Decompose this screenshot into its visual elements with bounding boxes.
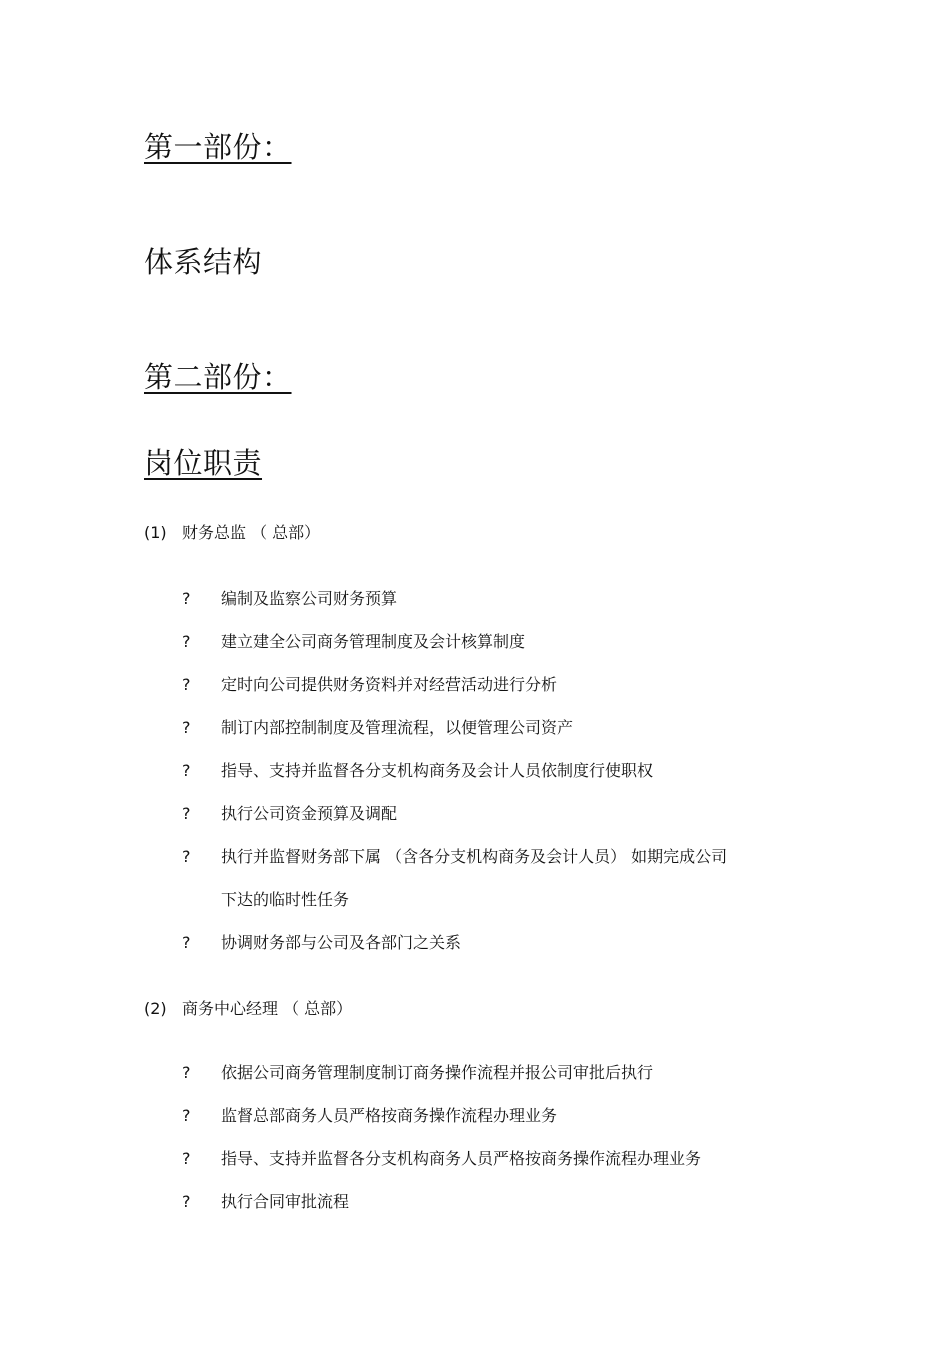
bullet-mark: ? xyxy=(182,1106,191,1125)
list-item-text: 定时向公司提供财务资料并对经营活动进行分析 xyxy=(221,675,558,694)
list-item-text: 编制及监察公司财务预算 xyxy=(221,589,398,608)
bullet-mark: ? xyxy=(182,675,191,694)
bullet-mark: ? xyxy=(182,804,191,823)
bullet-mark: ? xyxy=(182,589,191,608)
bullet-mark: ? xyxy=(182,933,191,952)
section-2-heading xyxy=(144,1001,352,1017)
bullet-mark: ? xyxy=(182,1149,191,1168)
list-item-text: 执行并监督财务部下属 （含各分支机构商务及会计人员） 如期完成公司 xyxy=(221,847,728,866)
list-item-text: 指导、支持并监督各分支机构商务及会计人员依制度行使职权 xyxy=(221,761,654,780)
list-item-continuation: 下达的临时性任务 xyxy=(221,890,350,909)
list-item-text: 指导、支持并监督各分支机构商务人员严格按商务操作流程办理业务 xyxy=(221,1149,702,1168)
list-item-text: 协调财务部与公司及各部门之关系 xyxy=(221,933,462,952)
section-2-number: (2) xyxy=(144,999,167,1018)
bullet-mark: ? xyxy=(182,718,191,737)
list-item-text: 执行合同审批流程 xyxy=(221,1192,350,1211)
list-item-text: 建立建全公司商务管理制度及会计核算制度 xyxy=(221,632,526,651)
bullet-mark: ? xyxy=(182,761,191,780)
part1-subtitle: 体系结构 xyxy=(144,245,263,279)
section-2-title: 商务中心经理 （ 总部） xyxy=(182,999,353,1018)
section-1-heading xyxy=(144,525,320,541)
list-item-text: 制订内部控制制度及管理流程，以便管理公司资产 xyxy=(221,718,574,737)
bullet-mark: ? xyxy=(182,1192,191,1211)
list-item-text: 依据公司商务管理制度制订商务操作流程并报公司审批后执行 xyxy=(221,1063,654,1082)
bullet-mark: ? xyxy=(182,632,191,651)
bullet-mark: ? xyxy=(182,1063,191,1082)
part2-subtitle: 岗位职责 xyxy=(144,446,263,480)
part1-title: 第一部份： xyxy=(144,130,292,164)
section-1-title: 财务总监 （ 总部） xyxy=(182,523,321,542)
list-item-text: 监督总部商务人员严格按商务操作流程办理业务 xyxy=(221,1106,558,1125)
part2-title: 第二部份： xyxy=(144,360,292,394)
list-item-text: 执行公司资金预算及调配 xyxy=(221,804,398,823)
section-1-number: (1) xyxy=(144,523,167,542)
bullet-mark: ? xyxy=(182,847,191,866)
